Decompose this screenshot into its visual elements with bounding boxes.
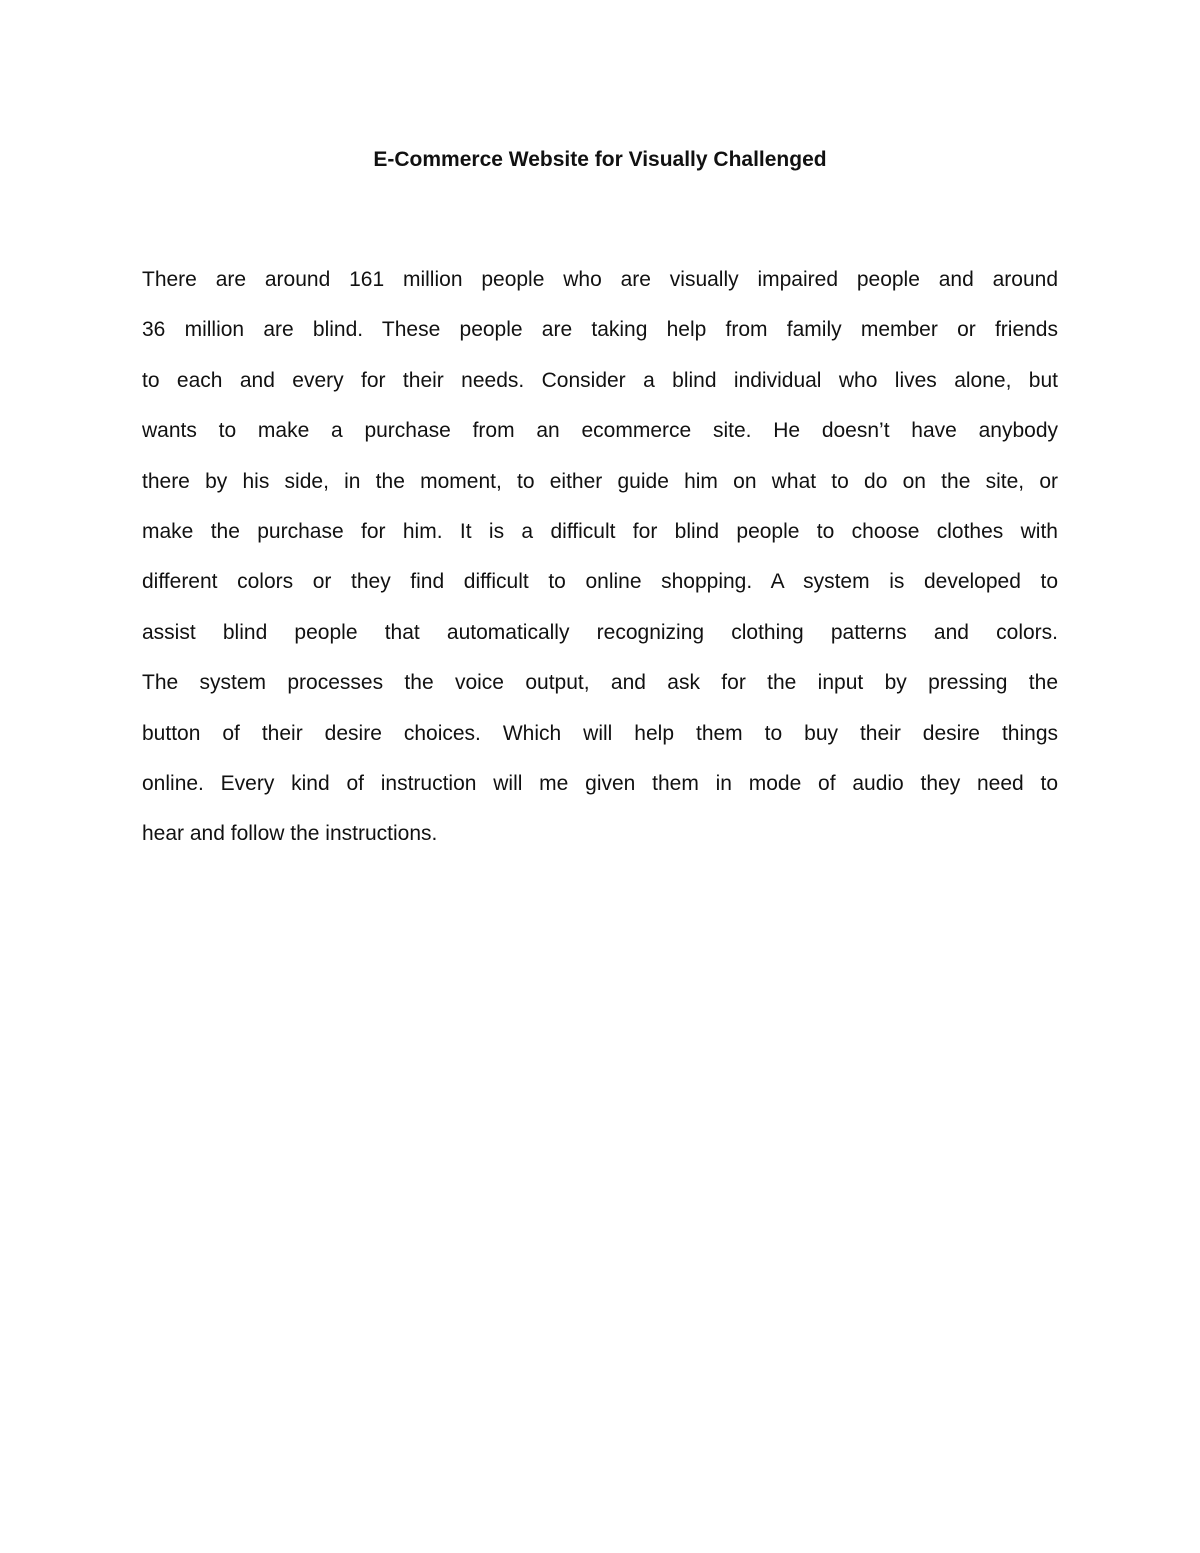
paragraph-line: button of their desire choices. Which will help them to buy their desire things <box>142 721 1058 745</box>
paragraph-line: There are around 161 million people who are visually impaired people and around <box>142 268 1058 291</box>
paragraph-line: assist blind people that automatically recognizing clothing patterns and colors. <box>142 620 1058 644</box>
paragraph-line: wants to make a purchase from an ecommerce site. He doesn’t have anybody <box>142 419 1058 443</box>
document-paragraph <box>142 255 1058 860</box>
paragraph-line: online. Every kind of instruction will me given them in mode of audio they need to <box>142 771 1058 795</box>
paragraph-line: make the purchase for him. It is a difficult for blind people to choose clothes with <box>142 519 1058 543</box>
paragraph-line: to each and every for their needs. Consider a blind individual who lives alone, but <box>142 368 1058 392</box>
paragraph-line: hear and follow the instructions. <box>142 822 438 846</box>
paragraph-line: different colors or they find difficult to online shopping. A system is developed to <box>142 570 1058 594</box>
paragraph-line: The system processes the voice output, and ask for the input by pressing the <box>142 671 1058 695</box>
paragraph-line: 36 million are blind. These people are taking help from family member or friends <box>142 318 1058 342</box>
document-title: E-Commerce Website for Visually Challenged <box>373 148 827 171</box>
paragraph-line: there by his side, in the moment, to either guide him on what to do on the site, or <box>142 469 1058 493</box>
